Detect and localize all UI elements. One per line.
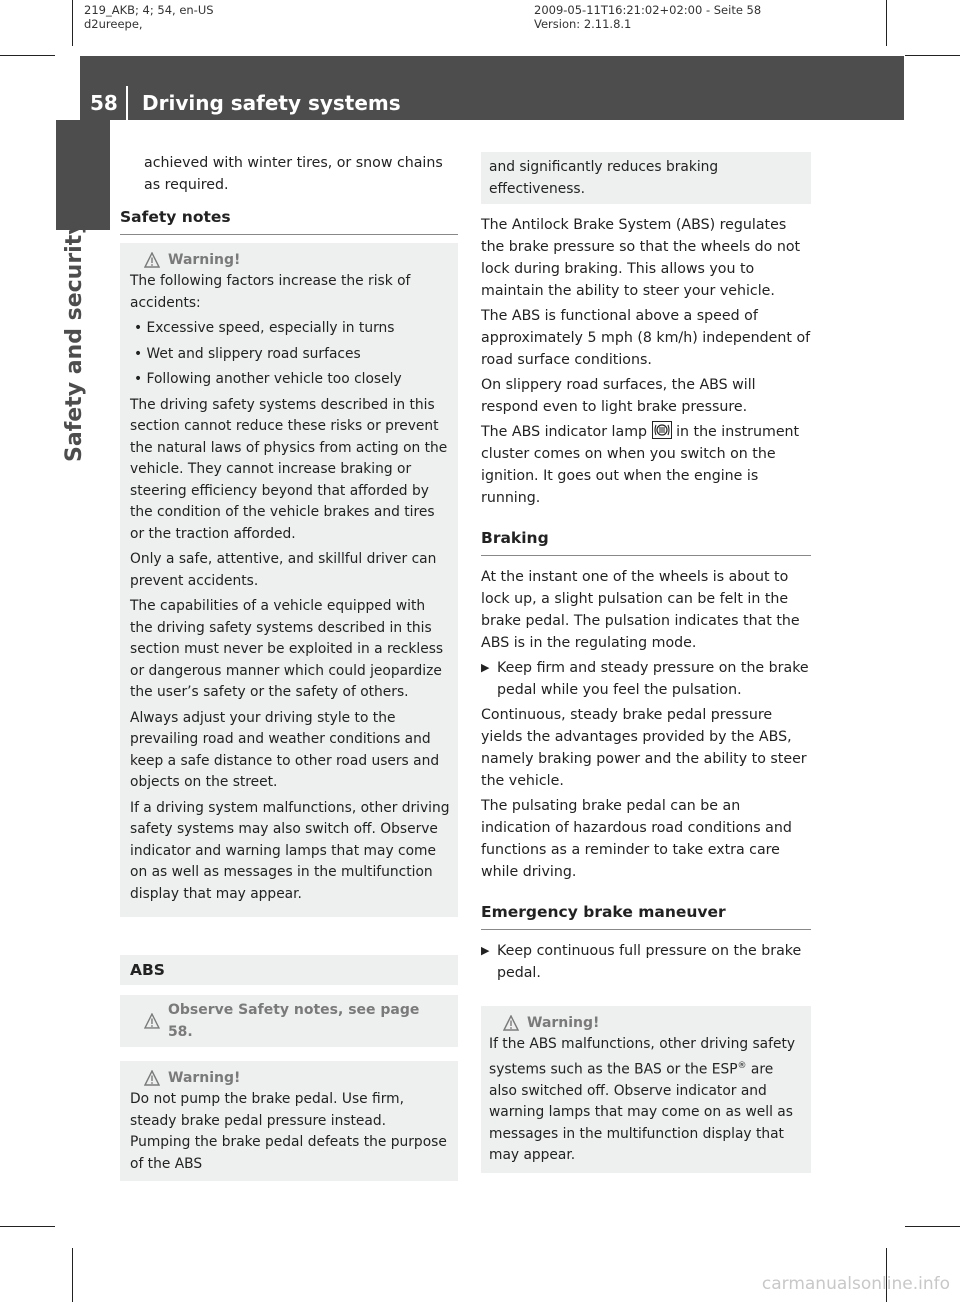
crop-mark [886,0,887,46]
print-meta-right [534,3,761,31]
warning-paragraph: Only a safe, attentive, and skillful driver can prevent accidents. [130,551,437,589]
braking-paragraph: The pulsating brake pedal can be an indication of hazardous road conditions and functions as a reminder to take extra care while driving. [481,798,792,880]
meta-left-line2: d2ureepe, [84,17,143,31]
bullet-item: • Wet and slippery road surfaces [134,345,361,362]
warning-paragraph: The capabilities of a vehicle equipped with the driving safety systems described in this section must never be exploited in a reckless or dangerous manner which could jeopardize the user’s safety or the safety of others. [130,598,444,700]
safety-notes-heading: Safety notes [120,206,458,235]
warning-box-accidents [120,243,458,917]
left-column [120,152,458,1181]
warning-triangle-icon [144,1070,160,1086]
abs-lamp-paragraph [481,421,811,509]
warning-title [489,1012,803,1034]
bullet-item: • Excessive speed, especially in turns [134,320,395,336]
crop-mark [0,1226,55,1227]
abs-heading-box [120,955,458,985]
abs-paragraph: The Antilock Brake System (ABS) regulates the brake pressure so that the wheels do not lock during braking. This allows you to maintain the ability to steer your vehicle. [481,217,801,299]
warning-text: Do not pump the brake pedal. Use firm, steady brake pedal pressure instead. Pumping the brake pedal defeats the purpose of the ABS [130,1091,447,1172]
bullet-item: • Following another vehicle too closely [134,371,402,387]
braking-heading: Braking [481,527,811,556]
crop-mark [72,1248,73,1302]
side-tab [56,220,110,470]
warning-title-text: Warning! [168,252,241,268]
abs-paragraph: The ABS is functional above a speed of approximately 5 mph (8 km/h) independent of road surface conditions. [481,308,811,368]
side-tab-block [56,120,110,230]
meta-right-line1: 2009-05-11T16:21:02+02:00 - Seite 58 [534,3,762,17]
meta-left-line1: 219_AKB; 4; 54, en-US [84,3,214,17]
warning-box-abs-malfunction [481,1006,811,1173]
crop-mark [72,0,73,46]
warning-title-text: Warning! [527,1015,600,1031]
warning-text-before: If the ABS malfunctions, other driving safety systems such as the BAS or the ESP [489,1036,796,1078]
warning-title [130,249,450,271]
watermark: carmanualsonline.info [761,1274,950,1294]
meta-right-line2: Version: 2.11.8.1 [534,17,632,31]
abs-lamp-icon [652,421,672,439]
warning-triangle-icon [144,252,160,268]
crop-mark [905,55,960,56]
emergency-step-text: Keep continuous full pressure on the brake pedal. [497,943,802,981]
warning-lead: The following factors increase the risk of accidents: [130,273,411,311]
crop-mark [0,55,55,56]
emergency-step [481,940,811,984]
warning-continuation-box [481,152,811,204]
lamp-text-before: The ABS indicator lamp [481,424,648,440]
registered-mark: ® [737,1060,747,1071]
warning-box-pumping [120,1061,458,1181]
emergency-heading: Emergency brake maneuver [481,901,811,930]
braking-step-text: Keep firm and steady pressure on the brake pedal while you feel the pulsation. [497,660,809,698]
right-column [481,152,811,1173]
header-divider [126,86,128,120]
braking-paragraph: Continuous, steady brake pedal pressure yields the advantages provided by the ABS, namely braking power and the ability to steer the vehicle. [481,707,807,789]
observe-note-box [120,995,458,1047]
warning-text-after: are also switched off. Observe indicator and warning lamps that may come on as well as messages in the multifunction display that may appear. [489,1061,793,1164]
step-arrow-icon: ▶ [481,661,490,674]
observe-note-text: Observe Safety notes, see page 58. [167,1002,420,1040]
warning-triangle-icon [503,1015,519,1031]
warning-text [489,1034,803,1167]
braking-intro: At the instant one of the wheels is about to lock up, a slight pulsation can be felt in the brake pedal. The pulsation indicates that the ABS is in the regulating mode. [481,569,800,651]
warning-paragraph: If a driving system malfunctions, other driving safety systems may also switch off. Observe indicator and warning lamps that may come on as well as messages in the multifunction display that may appear. [130,799,450,902]
abs-paragraph: On slippery road surfaces, the ABS will respond even to light brake pressure. [481,377,756,415]
lamp-text-after: in the instrument cluster comes on when you switch on the ignition. It goes out when the engine is running. [481,424,800,506]
warning-continuation-text: and significantly reduces braking effectiveness. [489,159,719,197]
intro-text: achieved with winter tires, or snow chains as required. [144,155,443,193]
warning-title-text: Warning! [168,1070,241,1086]
step-arrow-icon: ▶ [481,944,490,957]
crop-mark [905,1226,960,1227]
observe-note [130,999,448,1043]
braking-step [481,657,811,701]
print-meta-left [84,3,214,31]
bullet-text: Following another vehicle too closely [146,371,402,387]
bullet-text: Excessive speed, especially in turns [146,320,395,336]
section-title: Driving safety systems [142,91,401,115]
abs-heading: ABS [130,961,165,979]
warning-paragraph: The driving safety systems described in this section cannot reduce these risks or prevent the natural laws of physics from acting on the vehicle. They cannot increase braking or steering efficiency beyond that afforded by the condition of the vehicle brakes and tires or the traction afforded. [130,396,448,542]
warning-triangle-icon [144,1013,160,1029]
side-tab-label: Safety and security [62,220,87,462]
warning-paragraph: Always adjust your driving style to the prevailing road and weather conditions and keep a safe distance to other road users and objects on the street. [130,709,440,790]
bullet-text: Wet and slippery road surfaces [146,345,361,362]
page-number: 58 [90,91,118,115]
header [80,86,904,120]
warning-title [130,1067,450,1089]
